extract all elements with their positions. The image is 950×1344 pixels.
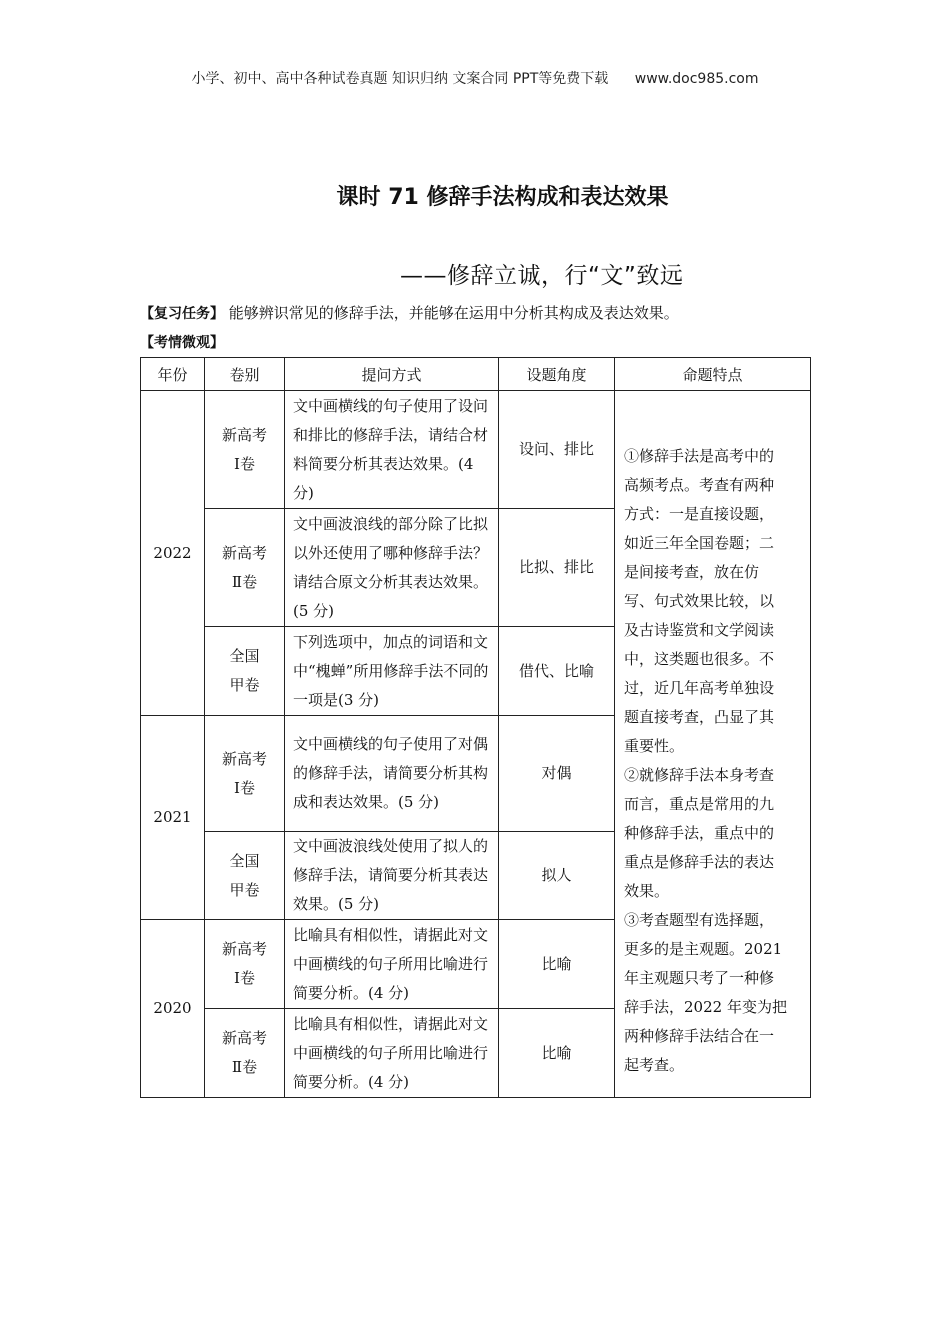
angle-cell: 比喻 (499, 920, 615, 1009)
angle-cell: 对偶 (499, 716, 615, 832)
feature-line: 方式：一是直接设题， (624, 504, 775, 523)
feature-line: 更多的是主观题。2021 (624, 939, 783, 958)
header-question: 提问方式 (285, 358, 499, 391)
paper-line: 新高考 (221, 543, 267, 562)
question-cell: 文中画横线的句子使用了对偶的修辞手法，请简要分析其构成和表达效果。(5 分) (285, 716, 499, 832)
paper-line: Ⅰ卷 (234, 454, 255, 473)
feature-line: 效果。 (624, 881, 670, 900)
feature-line: 年主观题只考了一种修 (624, 968, 775, 987)
paper-line: 新高考 (221, 425, 267, 444)
feature-line: 及古诗鉴赏和文学阅读 (624, 620, 775, 639)
review-task-text: 能够辨识常见的修辞手法，并能够在运用中分析其构成及表达效果。 (228, 304, 679, 322)
feature-line: 重要性。 (624, 736, 685, 755)
lesson-subtitle: ——修辞立诚，行“文”致远 (400, 263, 684, 289)
header-paper: 卷别 (205, 358, 285, 391)
angle-cell: 设问、排比 (499, 391, 615, 509)
question-cell: 文中画波浪线处使用了拟人的修辞手法，请简要分析其表达效果。(5 分) (285, 832, 499, 920)
paper-cell (205, 716, 285, 832)
angle-cell: 借代、比喻 (499, 627, 615, 716)
paper-line: 全国 (229, 647, 260, 665)
feature-line: ①修辞手法是高考中的 (624, 446, 775, 465)
question-cell: 比喻具有相似性，请据此对文中画横线的句子所用比喻进行简要分析。(4 分) (285, 920, 499, 1009)
exam-analysis-table (140, 357, 811, 1098)
features-cell (615, 391, 811, 1098)
paper-line: 新高考 (221, 940, 267, 958)
lesson-title: 课时 71 修辞手法构成和表达效果 (336, 185, 669, 210)
feature-line: 是间接考查，放在仿 (624, 562, 760, 581)
paper-cell (205, 832, 285, 920)
paper-cell (205, 920, 285, 1009)
paper-line: 新高考 (221, 1029, 267, 1047)
paper-cell (205, 1009, 285, 1098)
header-features: 命题特点 (615, 358, 811, 391)
page-header (0, 68, 950, 88)
year-cell: 2021 (141, 716, 205, 920)
paper-line: 全国 (229, 851, 260, 870)
paper-line: Ⅰ卷 (234, 778, 255, 797)
feature-line: 重点是修辞手法的表达 (624, 852, 775, 871)
feature-line: 起考查。 (624, 1055, 685, 1074)
table-row (141, 391, 811, 509)
paper-line: 甲卷 (229, 676, 260, 694)
paper-line: Ⅱ卷 (231, 1058, 258, 1076)
review-task (140, 302, 679, 323)
question-cell: 文中画波浪线的部分除了比拟以外还使用了哪种修辞手法？请结合原文分析其表达效果。(5 分) (285, 509, 499, 627)
paper-cell (205, 509, 285, 627)
feature-line: 而言，重点是常用的九 (624, 794, 775, 813)
feature-line: 辞手法，2022 年变为把 (624, 997, 787, 1016)
feature-line: 中，这类题也很多。不 (624, 649, 775, 668)
angle-cell: 比拟、排比 (499, 509, 615, 627)
table-header-row (141, 358, 811, 391)
paper-line: 新高考 (221, 749, 267, 768)
paper-line: Ⅱ卷 (231, 572, 258, 591)
question-cell: 比喻具有相似性，请据此对文中画横线的句子所用比喻进行简要分析。(4 分) (285, 1009, 499, 1098)
header-year: 年份 (141, 358, 205, 391)
header-url[interactable]: www.doc985.com (634, 71, 759, 87)
feature-line: 高频考点。考查有两种 (624, 475, 775, 494)
year-cell: 2020 (141, 920, 205, 1098)
year-cell: 2022 (141, 391, 205, 716)
review-task-tag: 【复习任务】 (140, 306, 224, 322)
feature-line: 种修辞手法，重点中的 (624, 823, 775, 842)
feature-line: 如近三年全国卷题；二 (624, 533, 775, 552)
paper-line: 甲卷 (229, 880, 260, 899)
feature-line: 题直接考查，凸显了其 (624, 707, 775, 726)
angle-cell: 比喻 (499, 1009, 615, 1098)
paper-line: Ⅰ卷 (234, 969, 255, 987)
feature-line: 写、句式效果比较，以 (624, 591, 775, 610)
paper-cell (205, 391, 285, 509)
paper-cell (205, 627, 285, 716)
feature-line: ②就修辞手法本身考查 (624, 765, 775, 784)
features-list (624, 409, 802, 1080)
header-angle: 设题角度 (499, 358, 615, 391)
question-cell: 下列选项中，加点的词语和文中“槐蝉”所用修辞手法不同的一项是(3 分) (285, 627, 499, 716)
exam-trend-tag: 【考情微观】 (140, 335, 224, 351)
feature-line: 过，近几年高考单独设 (624, 678, 775, 697)
feature-line: 两种修辞手法结合在一 (624, 1026, 775, 1045)
angle-cell: 拟人 (499, 832, 615, 920)
feature-line: ③考查题型有选择题， (624, 910, 775, 929)
question-cell: 文中画横线的句子使用了设问和排比的修辞手法，请结合材料简要分析其表达效果。(4 分) (285, 391, 499, 509)
header-text: 小学、初中、高中各种试卷真题 知识归纳 文案合同 PPT等免费下载 (191, 71, 609, 87)
